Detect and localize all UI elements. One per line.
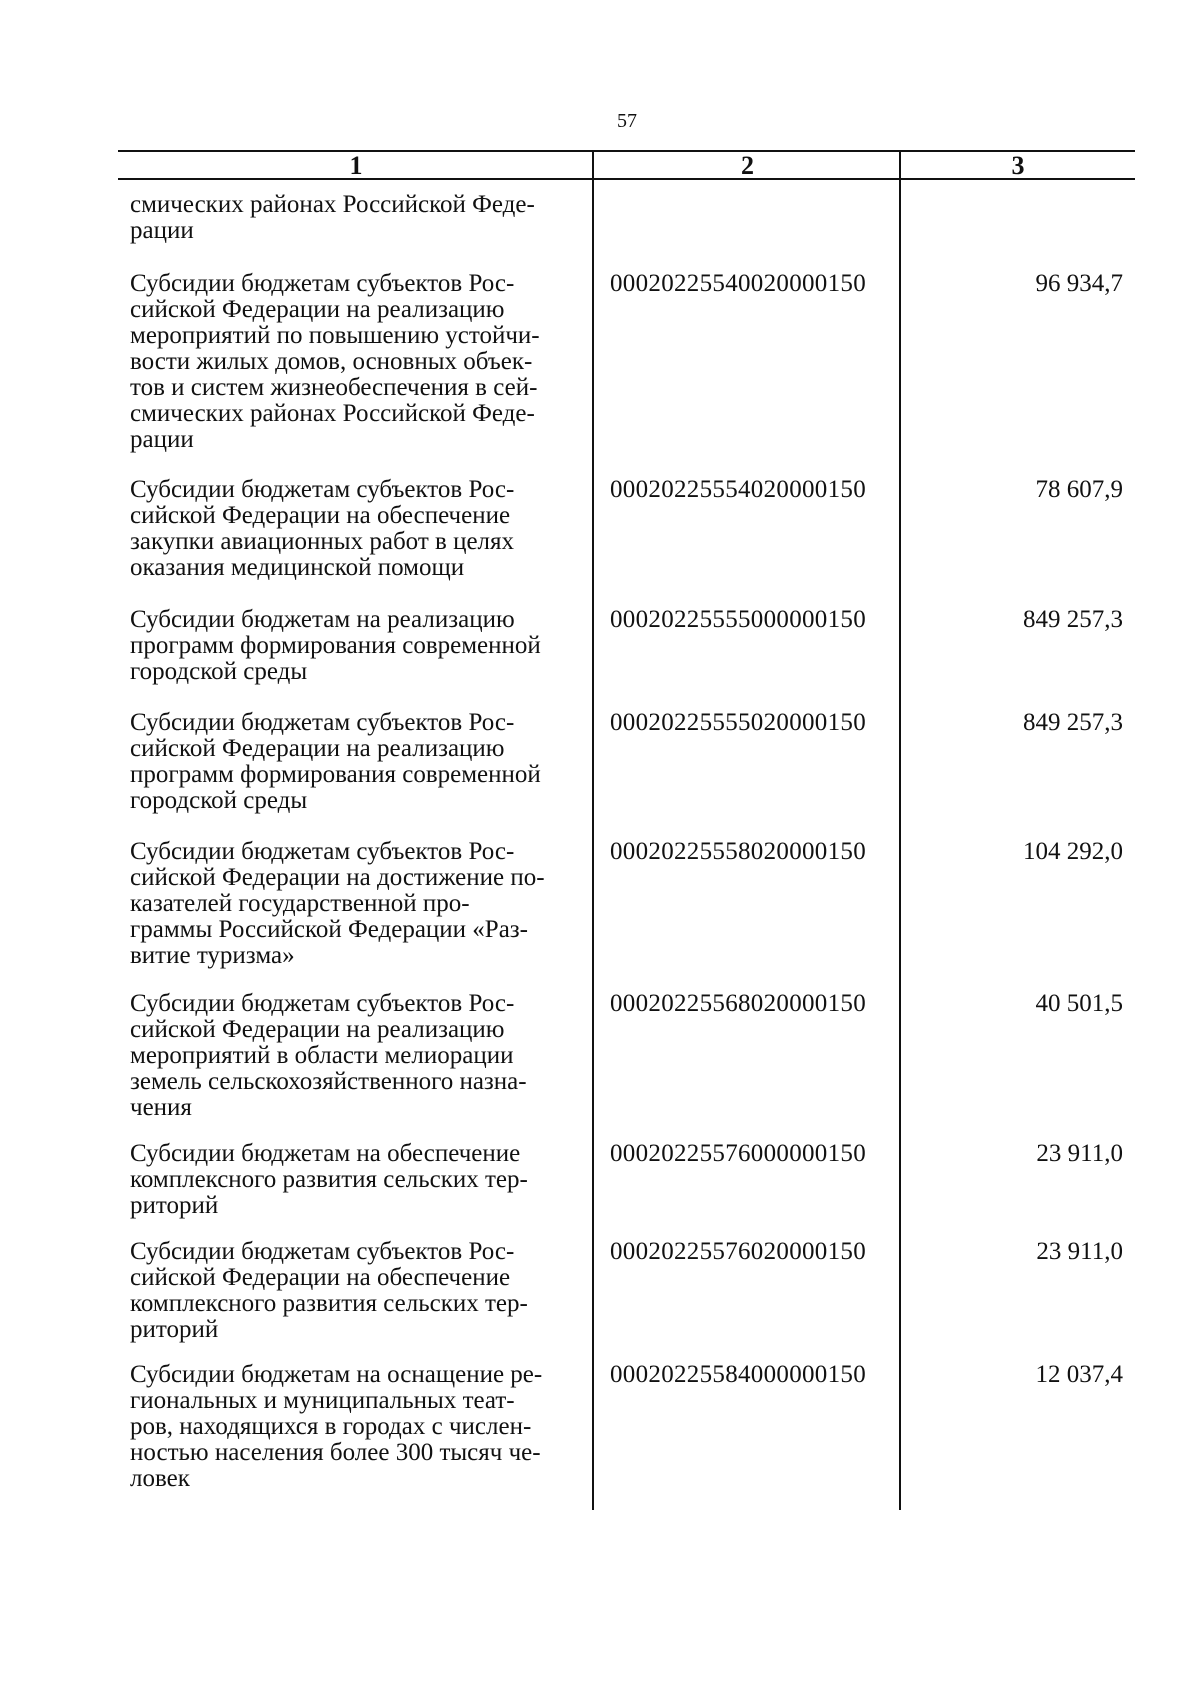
row-description: Субсидии бюджетам на оснащение ре- гиональных и муниципальных теат- ров, находящихся в городах с числен- ностью населения более 300 тысяч че- ловек [130, 1361, 543, 1492]
row-amount: 40 501,5 [1035, 990, 1123, 1017]
row-description: Субсидии бюджетам на обеспечение комплексного развития сельских тер- риторий [130, 1140, 528, 1219]
row-amount: 23 911,0 [1036, 1238, 1123, 1265]
row-description: Субсидии бюджетам субъектов Рос- сийской Федерации на реализацию программ формирования современной городской среды [130, 709, 541, 814]
column-header-1: 1 [349, 151, 363, 180]
row-description: Субсидии бюджетам субъектов Рос- сийской Федерации на обеспечение закупки авиационных работ в целях оказания медицинской помощи [130, 476, 515, 581]
budget-table [118, 150, 1135, 1492]
column-divider-2 [899, 150, 901, 1510]
column-divider-1 [592, 150, 594, 1510]
table-header [118, 150, 1135, 180]
row-code: 00020225558020000150 [610, 838, 866, 865]
row-code: 00020225540020000150 [610, 270, 866, 297]
row-code: 00020225555000000150 [610, 606, 866, 633]
row-code: 00020225584000000150 [610, 1361, 866, 1388]
row-description: смических районах Российской Феде- рации [130, 191, 535, 244]
row-code: 00020225554020000150 [610, 476, 866, 503]
row-amount: 104 292,0 [1023, 838, 1123, 865]
row-code: 00020225555020000150 [610, 709, 866, 736]
column-header-3: 3 [1011, 151, 1025, 180]
row-code: 00020225568020000150 [610, 990, 866, 1017]
column-header-2: 2 [741, 151, 754, 180]
row-amount: 12 037,4 [1035, 1361, 1123, 1388]
row-description: Субсидии бюджетам субъектов Рос- сийской Федерации на достижение по- казателей государственной про- граммы Российской Федерации «Раз- витие туризма» [130, 838, 545, 969]
row-description: Субсидии бюджетам на реализацию программ формирования современной городской среды [130, 606, 541, 685]
row-amount: 96 934,7 [1035, 270, 1123, 297]
row-amount: 23 911,0 [1036, 1140, 1123, 1167]
row-amount: 849 257,3 [1023, 709, 1123, 736]
row-amount: 78 607,9 [1035, 476, 1123, 503]
page-number: 57 [617, 110, 637, 132]
row-code: 00020225576020000150 [610, 1238, 866, 1265]
row-description: Субсидии бюджетам субъектов Рос- сийской Федерации на реализацию мероприятий в области мелиорации земель сельскохозяйственного назна- чения [130, 990, 527, 1121]
row-amount: 849 257,3 [1023, 606, 1123, 633]
row-code: 00020225576000000150 [610, 1140, 866, 1167]
row-description: Субсидии бюджетам субъектов Рос- сийской Федерации на обеспечение комплексного развития сельских тер- риторий [130, 1238, 528, 1343]
row-description: Субсидии бюджетам субъектов Рос- сийской Федерации на реализацию мероприятий по повышению устойчи- вости жилых домов, основных объек- тов и систем жизнеобеспечения в сей- смических районах Российской Феде- рации [130, 270, 540, 453]
